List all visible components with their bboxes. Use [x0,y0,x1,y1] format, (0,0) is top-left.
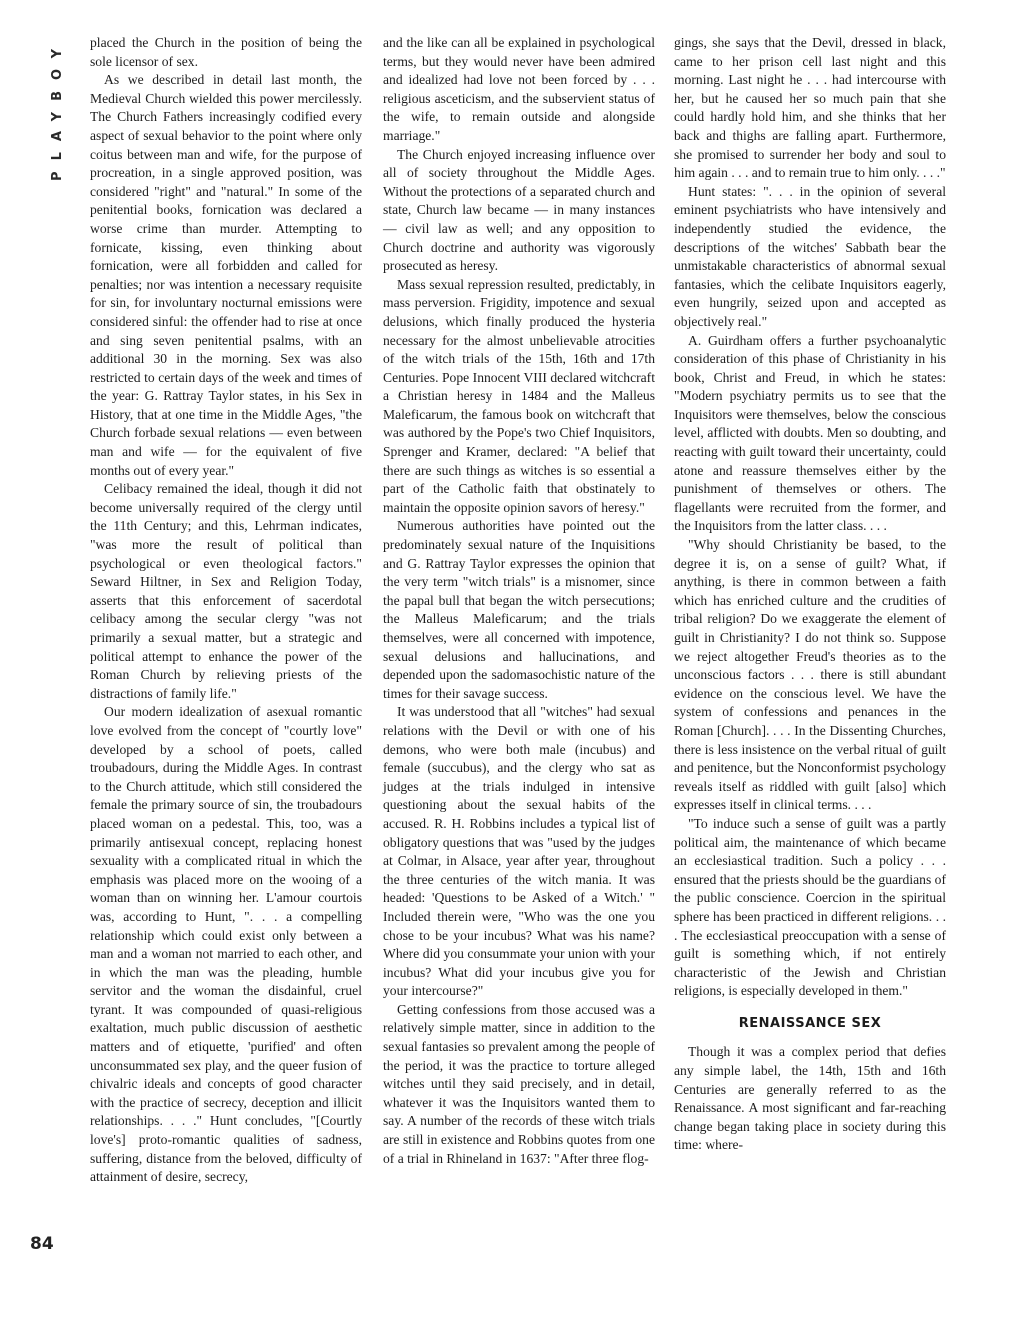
paragraph: As we described in detail last month, the Medieval Church wielded this power mercilessly. The Church Fathers increasingly codified every aspect of sexual behavior to the point where only coitus between man and wife, for the purpose of procreation, in a single approved position, was considered "right" and "natural." In some of the penitential books, fornication was declared a worse crime than murder. Attempting to fornicate, kissing, even thinking about fornication, were all forbidden and called for penalties; nor was intention a necessary requisite for sin, for involuntary nocturnal emissions were considered sinful: the offender had to rise at once and sing seven penitential psalms, with an additional 30 in the morning. Sex was also restricted to certain days of the week and times of the year: G. Rattray Taylor states, in his Sex in History, that at one time in the Middle Ages, "the Church forbade sexual relations — even between man and wife — for the equivalent of five months out of every year." [90,72,362,478]
paragraph: gings, she says that the Devil, dressed in black, came to her prison cell last night and this morning. Last night he . . . had intercourse with her, but he caused her so much pain that she could hardly hold him, and she thinks that her back and thighs are falling apart. Furthermore, she promised to surrender her body and soul to him again . . . and to remain true to him only. . . ." [674,35,946,181]
page-number: 84 [30,1234,54,1254]
magazine-name: PLAYBOY [49,38,65,181]
paragraph: Though it was a complex period that defies any simple label, the 14th, 15th and 16th Centuries are generally referred to as the Renaissance. A most significant and far-reaching change began taking place in society during this time: where- [674,1044,946,1153]
text-column-2 [383,34,655,1168]
paragraph: Getting confessions from those accused was a relatively simple matter, since in addition to the sexual fantasies so prevalent among the people of the period, it was the practice to torture alleged witches until they said precisely, and in detail, whatever it was the Inquisitors wanted them to say. A number of the records of these witch trials are still in existence and Robbins quotes from one of a trial in Rhineland in 1637: "After three flog- [383,1001,655,1166]
paragraph: The Church enjoyed increasing influence over all of society throughout the Middle Ages. Without the protections of a separated church and state, Church law became — in many instances — civil law as well; and any opposition to Church doctrine and authority was vigorously prosecuted as heresy. [383,146,655,274]
paragraph: Numerous authorities have pointed out the predominately sexual nature of the Inquisitions and G. Rattray Taylor expresses the opinion that the very term "witch trials" is a misnomer, since the papal bull that began the witch persecutions; the Malleus Maleficarum; and the trials themselves, were all concerned with impotence, sexual delusions and hallucinations, and depended upon the sadomasochistic nature of the times for their savage success. [383,518,655,701]
paragraph: Our modern idealization of asexual romantic love evolved from the concept of "courtly love" developed by a school of poets, called troubadours, during the Middle Ages. In contrast to the Church attitude, which still considered the female the primary source of sin, the troubadours placed woman on a pedestal. This, too, was a primarily antisexual concept, replacing honest sexuality with a complicated ritual in which the emphasis was placed more on the wooing of a woman than on winning her. L'amour courtois was, according to Hunt, ". . . a compelling relationship which could exist only between a man and a woman not married to each other, and in which the man was the pleading, humble servitor and the woman the disdainful, cruel tyrant. It was compounded of quasi-religious exaltation, much public discussion of aesthetic matters and of etiquette, 'purified' and often unconsummated sex play, and the queer fusion of chivalric ideals and concepts of good character with the practice of secrecy, deception and illicit relationships. . . ." Hunt concludes, "[Courtly love's] proto-romantic qualities of sadness, suffering, distance from the beloved, difficulty of attainment of desire, secrecy, [90,704,362,1185]
text-column-1 [90,34,362,1187]
text-column-3 [674,34,946,1155]
running-header [42,38,72,181]
paragraph: placed the Church in the position of being the sole licensor of sex. [90,35,362,69]
paragraph: A. Guirdham offers a further psychoanalytic consideration of this phase of Christianity in his book, Christ and Freud, in which he states: "Modern psychiatry permits us to see that the Inquisitors were themselves, below the conscious level, afflicted with doubts. Men so doubting, and reacting with guilt toward their uncertainty, could atone and reassure themselves either by the punishment of themselves or others. The flagellants were recruited from the former, and the Inquisitors from the latter class. . . . [674,332,946,534]
paragraph: and the like can all be explained in psychological terms, but they would never have been admired and idealized had love not been forced by . . . religious asceticism, and the subservient status of the wife, to remain outside and alongside marriage." [383,35,655,143]
paragraph: "To induce such a sense of guilt was a partly political aim, the maintenance of which became an ecclesiastical tradition. Such a policy . . . ensured that the priests should be the guardians of the public conscience. Coercion in the spiritual sphere has been practiced in different religions. . . . The ecclesiastical preoccupation with a sense of guilt is something which, if not entirely characteristic of the Jewish and Christian religions, is especially developed in them." [674,815,946,999]
paragraph: Celibacy remained the ideal, though it did not become universally required of the clergy until the 11th Century; and this, Lehrman indicates, "was more the result of political than psychological or even theological factors." Seward Hiltner, in Sex and Religion Today, asserts that this enforcement of sacerdotal celibacy among the secular clergy "was not primarily a sexual matter, but a strategic and political attempt to enhance the power of the Roman Church by relieving priests of the distractions of family life." [90,481,362,701]
paragraph: It was understood that all "witches" had sexual relations with the Devil or with one of his demons, who were both male (incubus) and female (succubus), and the clergy who sat as judges at the trials indulged in intensive questioning about the sexual habits of the accused. R. H. Robbins includes a typical list of obligatory questions that was "used by the judges at Colmar, in Alsace, year after year, throughout the three centuries of the witch mania. It was headed: 'Questions to be Asked of a Witch.' " Included therein were, "Who was the one you chose to be your incubus? What was his name? Where did you consummate your union with your incubus? What did your incubus give you for your intercourse?" [383,704,655,999]
paragraph: Hunt states: ". . . in the opinion of several eminent psychiatrists who have intensively and independently studied the evidence, the descriptions of the witches' Sabbath bear the unmistakable characteristics of abnormal sexual fantasies, which the celibate Inquisitors eagerly, even hungrily, seized upon and accepted as objectively real." [674,183,946,329]
section-heading: RENAISSANCE SEX [738,1015,882,1031]
paragraph: Mass sexual repression resulted, predictably, in mass perversion. Frigidity, impotence and sexual delusions, which finally produced the hysteria necessary for the almost unbelievable atrocities of the witch trials of the 15th, 16th and 17th Centuries. Pope Innocent VIII declared witchcraft a Christian heresy in 1484 and the Malleus Maleficarum, the famous book on witchcraft that was authored by the Pope's two Chief Inquisitors, Sprenger and Kramer, declared: "A belief that there are such things as witches is so essential a part of the Catholic faith that obstinately to maintain the opposite opinion savors of heresy." [383,276,655,515]
paragraph: "Why should Christianity be based, to the degree it is, on a sense of guilt? What, if anything, is there in common between a faith which has enriched culture and the crudities of tribal religion? Do we exaggerate the element of guilt in Christianity? I do not think so. Suppose we reject altogether Freud's theories as to the unconscious factors . . . there is still abundant evidence on the conscious level. We have the system of confessions and penances in the Roman [Church]. . . . In the Dissenting Churches, there is less insistence on the verbal ritual of guilt and penitence, but the Nonconformist psychology reveals itself as riddled with guilt [also] which expresses itself in clinical terms. . . . [674,537,946,813]
